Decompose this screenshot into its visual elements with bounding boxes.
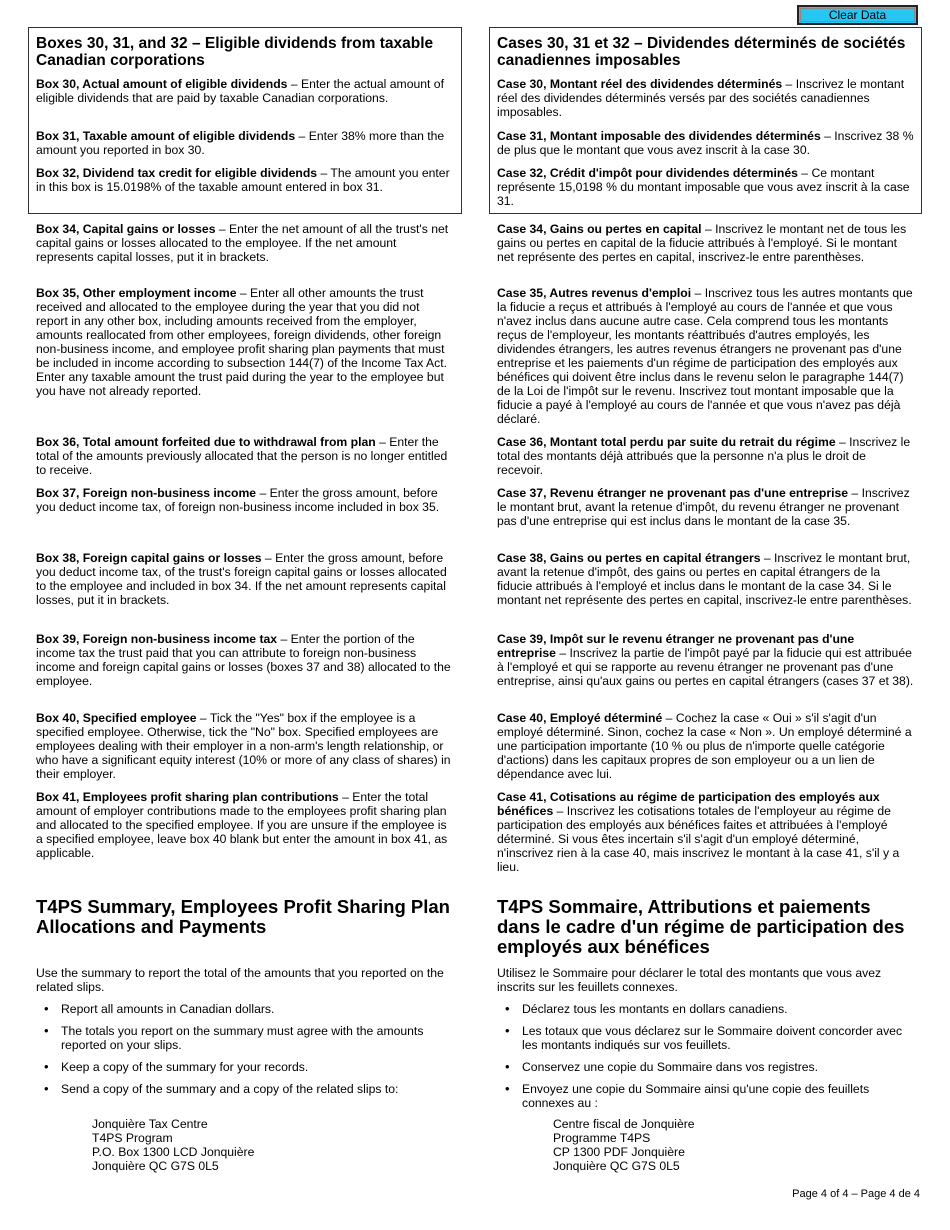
clear-data-button[interactable]: Clear Data: [797, 5, 918, 25]
item-box-35: Box 35, Other employment income – Enter all other amounts the trust received and allocated to the employee during the year that you did not report in any other box, including amounts received from the employer, amounts reallocated from other employees, foreign dividends, other foreign non-business income, and employee profit sharing plan payments that must be included in income according to subsection 144(7) of the Income Tax Act. Enter any taxable amount the trust paid during the year to the employee but you have not already reported.: [36, 286, 448, 398]
list-item: • The totals you report on the summary must agree with the amounts reported on your slips.: [36, 1024, 454, 1052]
item-box-30: Box 30, Actual amount of eligible dividends – Enter the actual amount of eligible dividends that are paid by taxable Canadian corporations.: [36, 77, 444, 105]
mailing-address-fr: [553, 1117, 695, 1173]
item-box-34: Box 34, Capital gains or losses – Enter the net amount of all the trust's net capital gains or losses allocated to the employee. If the net amount represents capital losses, put it in brackets.: [36, 222, 449, 264]
address-line: Jonquière QC G7S 0L5: [553, 1159, 680, 1173]
address-line: Centre fiscal de Jonquière: [553, 1117, 695, 1131]
summary-title-fr: T4PS Sommaire, Attributions et paiements dans le cadre d'un régime de participation des employés aux bénéfices: [497, 896, 905, 957]
item-case-41: Case 41, Cotisations au régime de participation des employés aux bénéfices – Inscrivez les cotisations totales de l'employeur au régime de participation des employés aux bénéfices faites et attribuées à l'employé déterminé. Si vous êtes incertain s'il s'agit d'un employé déterminé, n'inscrivez rien à la case 40, mais inscrivez le montant à la case 41, s'il y a lieu.: [497, 790, 900, 874]
item-case-34: Case 34, Gains ou pertes en capital – Inscrivez le montant net de tous les gains ou pertes en capital de la fiducie attribués à l'employé. Si le montant net représente des pertes en capital, inscrivez-le entre parenthèses.: [497, 222, 907, 264]
mailing-address-en: [92, 1117, 254, 1173]
item-case-35: Case 35, Autres revenus d'emploi – Inscrivez tous les autres montants que la fiducie a reçus et attribués à l'employé au cours de l'année et que vous n'avez inclus dans aucune autre case. Cela comprend tous les montants reçus de l'employeur, les montants réattribués d'autres employés, les dividendes étrangers, les autres revenus étrangers ne provenant pas d'une entreprise et les paiements d'un régime de participation des employés aux bénéfices qui doivent être inclus dans le revenu selon le paragraphe 144(7) de la Loi de l'impôt sur le revenu. Inscrivez tout montant imposable que la fiducie a payé à l'employé au cours de l'année et que vous n'avez pas déjà déclaré.: [497, 286, 913, 426]
list-item: • Déclarez tous les montants en dollars canadiens.: [497, 1002, 915, 1016]
item-box-36: Box 36, Total amount forfeited due to withdrawal from plan – Enter the total of the amounts previously allocated that the person is no longer entitled to receive.: [36, 435, 448, 477]
item-case-30: Case 30, Montant réel des dividendes déterminés – Inscrivez le montant réel des dividendes déterminés versés par des sociétés canadiennes imposables.: [497, 77, 905, 119]
list-item: • Keep a copy of the summary for your records.: [36, 1060, 454, 1074]
item-box-37: Box 37, Foreign non-business income – Enter the gross amount, before you deduct income tax, of foreign non-business income included in box 35.: [36, 486, 440, 514]
item-case-38: Case 38, Gains ou pertes en capital étrangers – Inscrivez le montant brut, avant la retenue d'impôt, des gains ou pertes en capital étrangers de la fiducie attribués à l'employé et inclus dans le montant de la case 34. Si le montant net représente des pertes en capital, inscrivez-le entre parenthèses.: [497, 551, 912, 607]
item-box-38: Box 38, Foreign capital gains or losses – Enter the gross amount, before you deduct income tax, of the trust's foreign capital gains or losses allocated to the employee and included in box 34. If the net amount represents capital losses, put it in brackets.: [36, 551, 447, 607]
item-box-32: Box 32, Dividend tax credit for eligible dividends – The amount you enter in this box is 15.0198% of the taxable amount entered in box 31.: [36, 166, 450, 194]
list-item: • Report all amounts in Canadian dollars.: [36, 1002, 454, 1016]
list-item: • Envoyez une copie du Sommaire ainsi qu'une copie des feuillets connexes au :: [497, 1082, 915, 1110]
address-line: Jonquière Tax Centre: [92, 1117, 208, 1131]
summary-intro-en: Use the summary to report the total of the amounts that you reported on the related slips.: [36, 966, 444, 994]
item-box-39: Box 39, Foreign non-business income tax – Enter the portion of the income tax the trust paid that you can attribute to foreign non-business income and foreign capital gains or losses (boxes 37 and 38) allocated to the employee.: [36, 632, 451, 688]
french-column: [497, 35, 915, 1175]
item-box-40: Box 40, Specified employee – Tick the "Yes" box if the employee is a specified employee. Otherwise, tick the "No" box. Specified employees are employees dealing with their employer in a non-arm's length relationship, or who have a significant equity interest (10% or more of any class of shares) in their employer.: [36, 711, 451, 781]
address-line: CP 1300 PDF Jonquière: [553, 1145, 685, 1159]
item-case-39: Case 39, Impôt sur le revenu étranger ne provenant pas d'une entreprise – Inscrivez la partie de l'impôt payé par la fiducie qui est attribuée à l'employé et qui se rapporte au revenu étranger ne provenant pas d'une entreprise, ainsi qu'aux gains ou pertes en capital étrangers (cases 37 et 38).: [497, 632, 914, 688]
summary-intro-fr: Utilisez le Sommaire pour déclarer le total des montants que vous avez inscrits sur les feuillets connexes.: [497, 966, 882, 994]
item-case-32: Case 32, Crédit d'impôt pour dividendes déterminés – Ce montant représente 15,0198 % du montant imposable que vous avez inscrit à la case 31.: [497, 166, 910, 208]
item-case-31: Case 31, Montant imposable des dividendes déterminés – Inscrivez 38 % de plus que le montant que vous avez inscrit à la case 30.: [497, 129, 914, 157]
item-case-37: Case 37, Revenu étranger ne provenant pas d'une entreprise – Inscrivez le montant brut, avant la retenue d'impôt, du revenu étranger ne provenant pas d'une entreprise qui est inclus dans le montant de la case 35.: [497, 486, 910, 528]
item-box-31: Box 31, Taxable amount of eligible dividends – Enter 38% more than the amount you reported in box 30.: [36, 129, 445, 157]
list-item: • Send a copy of the summary and a copy of the related slips to:: [36, 1082, 454, 1096]
box-title-fr: Cases 30, 31 et 32 – Dividendes déterminés de sociétés canadiennes imposables: [497, 35, 906, 69]
address-line: Programme T4PS: [553, 1131, 651, 1145]
summary-title-en: T4PS Summary, Employees Profit Sharing Plan Allocations and Payments: [36, 896, 450, 937]
english-column: [36, 35, 454, 1175]
address-line: P.O. Box 1300 LCD Jonquière: [92, 1145, 255, 1159]
item-case-40: Case 40, Employé déterminé – Cochez la case « Oui » s'il s'agit d'un employé déterminé. Sinon, cochez la case « Non ». Un employé déterminé a une participation importante (10 % ou plus de n'importe quelle catégorie d'actions) dans les capitaux propres de son employeur ou a un lien de dépendance avec lui.: [497, 711, 912, 781]
page-footer: Page 4 of 4 – Page 4 de 4: [792, 1188, 920, 1200]
item-box-41: Box 41, Employees profit sharing plan contributions – Enter the total amount of employer contributions made to the employees profit sharing plan and allocated to the specified employee. If you are unsure if the employee is a specified employee, leave box 40 blank but enter the amount in box 41, as applicable.: [36, 790, 448, 860]
address-line: Jonquière QC G7S 0L5: [92, 1159, 219, 1173]
box-title-en: Boxes 30, 31, and 32 – Eligible dividends from taxable Canadian corporations: [36, 35, 434, 69]
list-item: • Conservez une copie du Sommaire dans vos registres.: [497, 1060, 915, 1074]
address-line: T4PS Program: [92, 1131, 173, 1145]
list-item: • Les totaux que vous déclarez sur le Sommaire doivent concorder avec les montants indiqués sur vos feuillets.: [497, 1024, 915, 1052]
item-case-36: Case 36, Montant total perdu par suite du retrait du régime – Inscrivez le total des montants déjà attribués que la personne n'a plus le droit de recevoir.: [497, 435, 911, 477]
